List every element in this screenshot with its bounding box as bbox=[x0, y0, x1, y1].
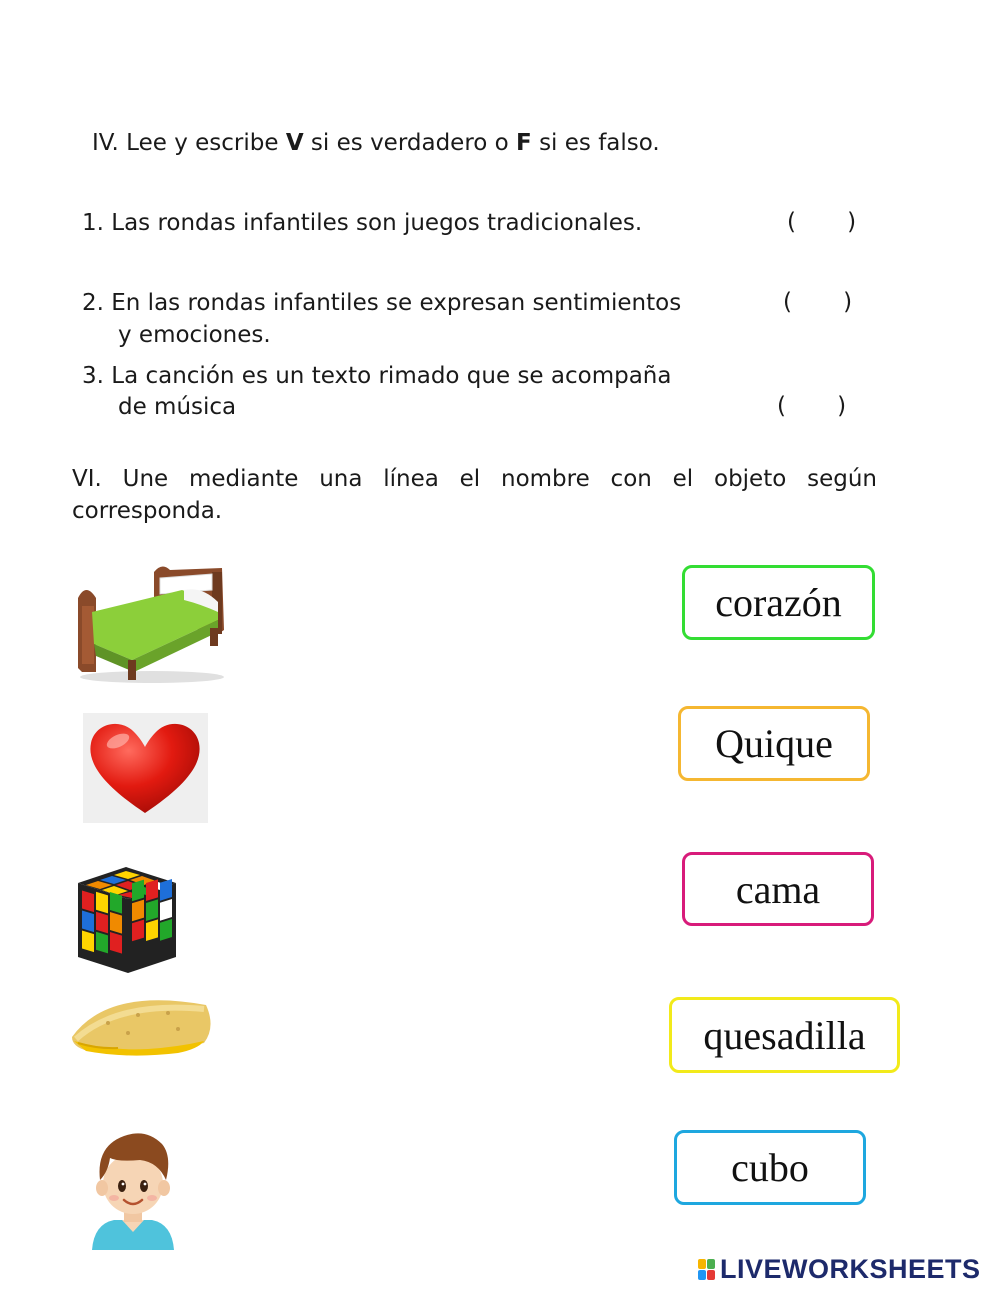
word-box-corazon[interactable] bbox=[682, 565, 875, 640]
section-iv-title: IV. Lee y escribe V si es verdadero o F si es falso. bbox=[92, 130, 660, 156]
statement-2-continued: y emociones. bbox=[118, 322, 271, 348]
statement-3: 3. La canción es un texto rimado que se acompaña bbox=[82, 363, 672, 389]
bed-image bbox=[72, 560, 232, 685]
word-label: corazón bbox=[715, 580, 842, 625]
answer-blank-3[interactable]: ( ) bbox=[777, 393, 847, 419]
statement-3-continued: de música bbox=[118, 394, 237, 420]
word-label: Quique bbox=[715, 721, 833, 766]
statement-2: 2. En las rondas infantiles se expresan sentimientos bbox=[82, 290, 682, 316]
logo-icon bbox=[698, 1259, 716, 1281]
statement-1: 1. Las rondas infantiles son juegos tradicionales. bbox=[82, 210, 643, 236]
liveworksheets-logo: LIVEWORKSHEETS bbox=[698, 1254, 981, 1285]
word-box-cama[interactable] bbox=[682, 852, 874, 926]
word-label: quesadilla bbox=[703, 1012, 866, 1058]
heart-image bbox=[83, 713, 208, 823]
word-box-cubo[interactable] bbox=[674, 1130, 866, 1205]
section-vi-instruction: VI. Une mediante una línea el nombre con el objeto según corresponda. bbox=[72, 466, 877, 524]
rubiks-cube-image bbox=[74, 865, 179, 975]
word-box-quique[interactable] bbox=[678, 706, 870, 781]
word-label: cama bbox=[735, 866, 821, 912]
boy-image bbox=[88, 1128, 178, 1250]
word-box-quesadilla[interactable] bbox=[669, 997, 900, 1073]
answer-blank-1[interactable]: ( ) bbox=[787, 209, 857, 235]
quesadilla-image bbox=[68, 993, 216, 1059]
word-label: cubo bbox=[731, 1145, 809, 1190]
answer-blank-2[interactable]: ( ) bbox=[783, 289, 853, 315]
